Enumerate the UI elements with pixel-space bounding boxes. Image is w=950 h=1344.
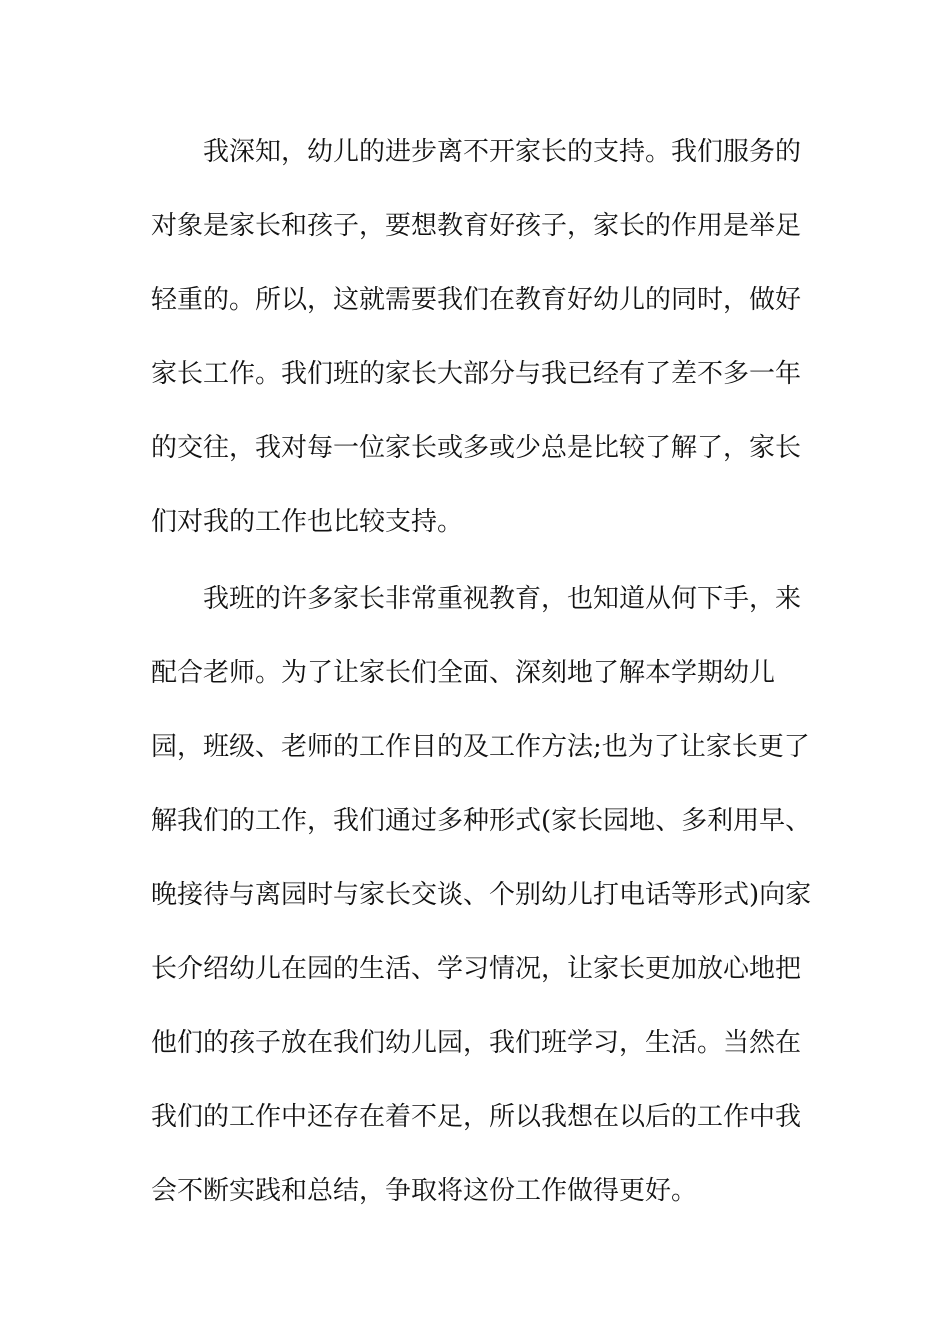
paragraph-line: 晚接待与离园时与家长交谈、个别幼儿打电话等形式)向家 — [151, 880, 812, 910]
paragraph-line: 我深知，幼儿的进步离不开家长的支持。我们服务的 — [203, 137, 802, 167]
paragraph-line: 配合老师。为了让家长们全面、深刻地了解本学期幼儿 — [151, 658, 776, 688]
paragraph-line: 园，班级、老师的工作目的及工作方法;也为了让家长更了 — [151, 732, 810, 762]
paragraph-line: 长介绍幼儿在园的生活、学习情况，让家长更加放心地把 — [151, 954, 802, 984]
paragraph-line: 我班的许多家长非常重视教育，也知道从何下手，来 — [203, 584, 802, 614]
paragraph-1 — [151, 115, 811, 559]
paragraph-line: 对象是家长和孩子，要想教育好孩子，家长的作用是举足 — [151, 211, 802, 241]
paragraph-2 — [151, 562, 811, 1228]
paragraph-line: 们对我的工作也比较支持。 — [151, 507, 464, 537]
paragraph-line: 会不断实践和总结，争取将这份工作做得更好。 — [151, 1176, 698, 1206]
paragraph-line: 我们的工作中还存在着不足，所以我想在以后的工作中我 — [151, 1102, 802, 1132]
paragraph-line: 家长工作。我们班的家长大部分与我已经有了差不多一年 — [151, 359, 802, 389]
paragraph-line: 解我们的工作，我们通过多种形式(家长园地、多利用早、 — [151, 806, 812, 836]
paragraph-line: 轻重的。所以，这就需要我们在教育好幼儿的同时，做好 — [151, 285, 802, 315]
paragraph-line: 他们的孩子放在我们幼儿园，我们班学习，生活。当然在 — [151, 1028, 802, 1058]
paragraph-line: 的交往，我对每一位家长或多或少总是比较了解了，家长 — [151, 433, 802, 463]
